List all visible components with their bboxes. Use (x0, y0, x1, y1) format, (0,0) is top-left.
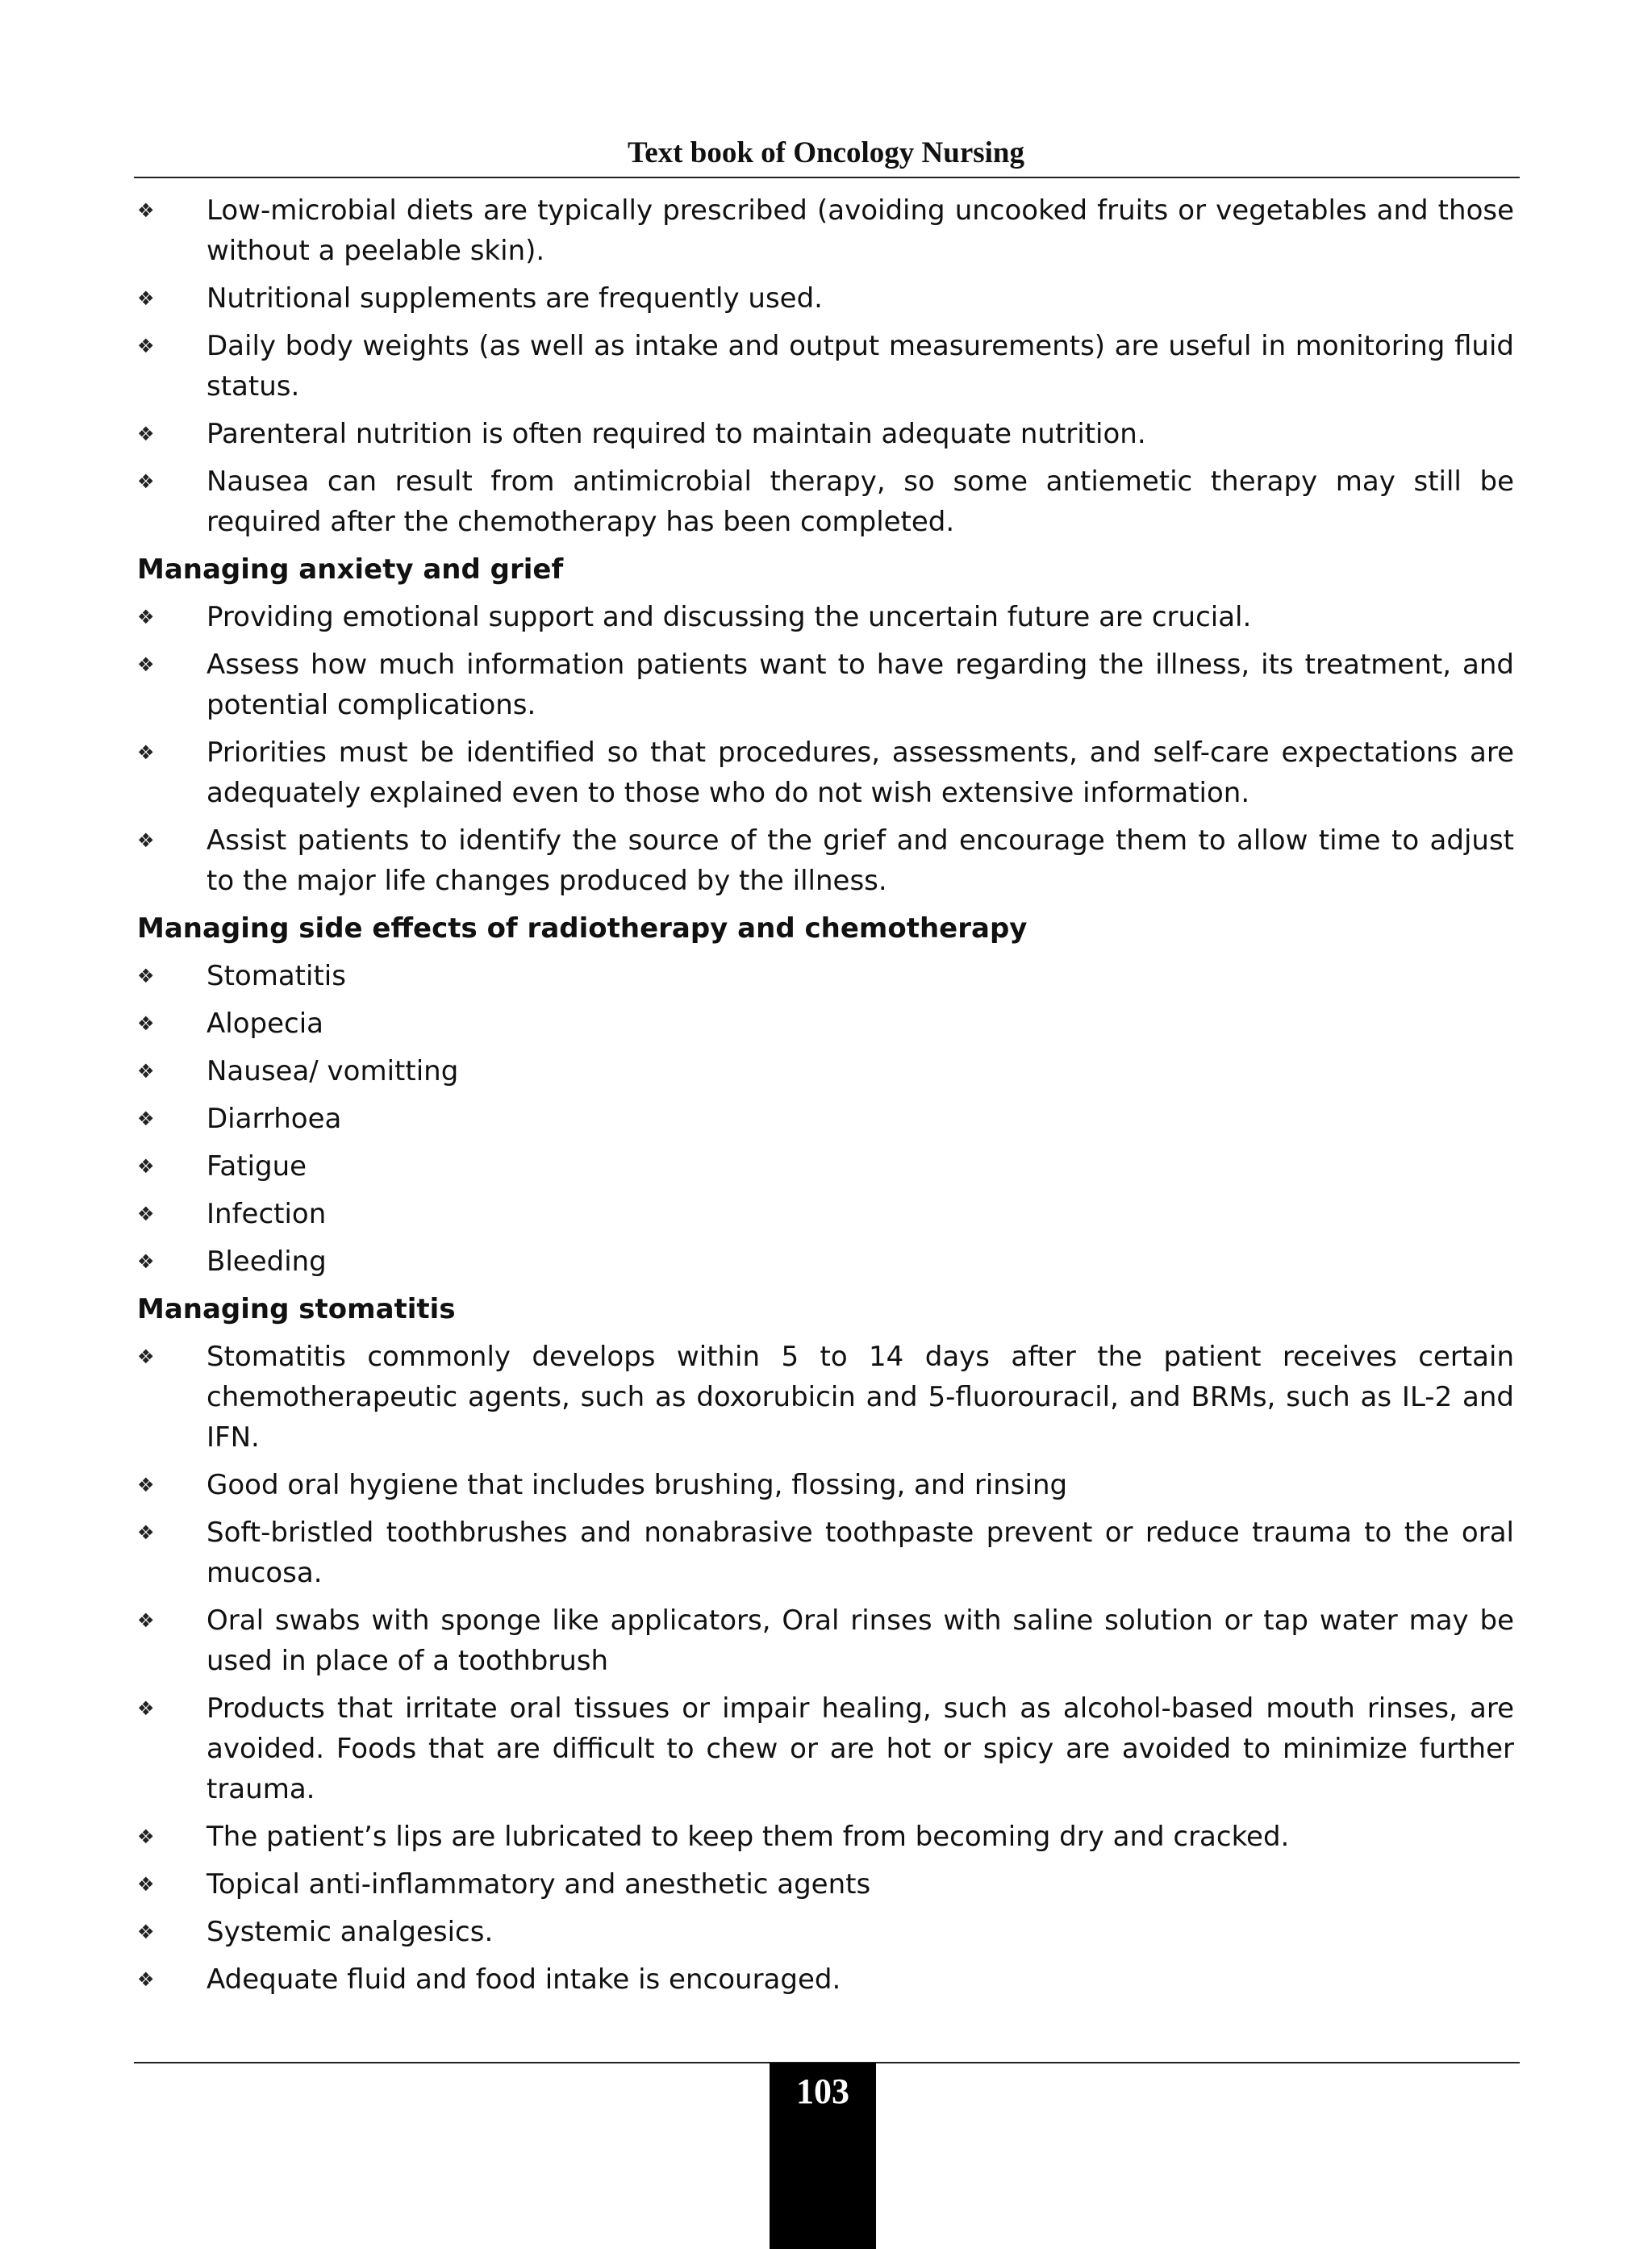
bullet-icon: ❖ (137, 653, 155, 676)
bullet-icon: ❖ (137, 1155, 155, 1178)
list-item-text: Systemic analgesics. (206, 1916, 494, 1948)
section-heading-stomatitis: Managing stomatitis (137, 1293, 456, 1325)
list-item (137, 1146, 1514, 1187)
bullet-icon: ❖ (137, 1873, 155, 1896)
list-item-text: Diarrhoea (206, 1103, 342, 1135)
bullet-icon: ❖ (137, 1012, 155, 1035)
list-item-text: Nausea can result from antimicrobial therapy, so some antiemetic therapy may still be required after the chemotherapy has been completed. (206, 465, 1514, 538)
list-item-text: Oral swabs with sponge like applicators, Oral rinses with saline solution or tap water may be used in place of a toothbrush (206, 1604, 1514, 1677)
page-body (137, 190, 1514, 2007)
list-item (137, 1864, 1514, 1905)
list-item-text: Bleeding (206, 1246, 327, 1278)
bullet-icon: ❖ (137, 606, 155, 628)
bullet-icon: ❖ (137, 335, 155, 357)
bullet-icon: ❖ (137, 1825, 155, 1848)
bullet-icon: ❖ (137, 1060, 155, 1083)
bullet-icon: ❖ (137, 1921, 155, 1943)
bullet-icon: ❖ (137, 829, 155, 852)
page-number-tab (770, 2063, 876, 2249)
list-item-text: Low-microbial diets are typically prescribed (avoiding uncooked fruits or vegetables and those without a peelable skin). (206, 194, 1514, 267)
anxiety-grief-bullet-list (137, 597, 1514, 901)
list-item (137, 326, 1514, 407)
list-item (137, 461, 1514, 542)
list-item (137, 1465, 1514, 1505)
list-item-text: Daily body weights (as well as intake and output measurements) are useful in monitoring fluid status. (206, 330, 1514, 403)
bullet-icon: ❖ (137, 1474, 155, 1496)
list-item-text: Assess how much information patients want to have regarding the illness, its treatment, and potential complications. (206, 649, 1514, 721)
bullet-icon: ❖ (137, 287, 155, 310)
bullet-icon: ❖ (137, 1250, 155, 1273)
list-item-text: Priorities must be identified so that procedures, assessments, and self-care expectations are adequately explained even to those who do not wish extensive information. (206, 736, 1514, 809)
list-item (137, 1513, 1514, 1593)
list-item (137, 820, 1514, 901)
page-number: 103 (796, 2072, 849, 2111)
header-divider (134, 177, 1520, 178)
section-heading-anxiety-grief: Managing anxiety and grief (137, 553, 564, 586)
list-item (137, 1194, 1514, 1234)
bullet-icon: ❖ (137, 965, 155, 987)
intro-bullet-list (137, 190, 1514, 542)
list-item (137, 1003, 1514, 1044)
section-heading-side-effects: Managing side effects of radiotherapy and chemotherapy (137, 912, 1028, 945)
bullet-icon: ❖ (137, 1609, 155, 1632)
list-item-text: Nausea/ vomitting (206, 1055, 459, 1087)
bullet-icon: ❖ (137, 199, 155, 222)
bullet-icon: ❖ (137, 423, 155, 445)
list-item (137, 278, 1514, 319)
page-header-title: Text book of Oncology Nursing (627, 136, 1025, 169)
list-item-text: Stomatitis commonly develops within 5 to 14 days after the patient receives certain chemotherapeutic agents, such as doxorubicin and 5-fluorouracil, and BRMs, such as IL-2 and IFN. (206, 1341, 1514, 1454)
list-item-text: Alopecia (206, 1008, 323, 1040)
bullet-icon: ❖ (137, 1203, 155, 1225)
bullet-icon: ❖ (137, 1521, 155, 1544)
list-item-text: Stomatitis (206, 960, 346, 992)
list-item-text: Parenteral nutrition is often required to maintain adequate nutrition. (206, 418, 1146, 450)
list-item (137, 732, 1514, 813)
bullet-icon: ❖ (137, 1968, 155, 1991)
list-item-text: Topical anti-inflammatory and anesthetic agents (206, 1868, 871, 1901)
bullet-icon: ❖ (137, 741, 155, 764)
bullet-icon: ❖ (137, 1697, 155, 1720)
list-item-text: Products that irritate oral tissues or impair healing, such as alcohol-based mouth rinses, are avoided. Foods that are difficult to chew or are hot or spicy are avoided to minimize further trauma. (206, 1692, 1514, 1805)
list-item-text: Nutritional supplements are frequently used. (206, 282, 823, 315)
list-item-text: Infection (206, 1198, 327, 1230)
list-item (137, 1912, 1514, 1952)
list-item-text: Soft-bristled toothbrushes and nonabrasive toothpaste prevent or reduce trauma to the oral mucosa. (206, 1517, 1514, 1589)
list-item (137, 1337, 1514, 1458)
list-item (137, 1688, 1514, 1809)
list-item (137, 1099, 1514, 1139)
list-item (137, 1959, 1514, 2000)
list-item-text: Adequate fluid and food intake is encouraged. (206, 1963, 841, 1996)
stomatitis-bullet-list (137, 1337, 1514, 2000)
list-item (137, 597, 1514, 637)
list-item-text: The patient’s lips are lubricated to keep them from becoming dry and cracked. (206, 1821, 1290, 1853)
bullet-icon: ❖ (137, 1346, 155, 1368)
list-item-text: Fatigue (206, 1150, 307, 1183)
bullet-icon: ❖ (137, 1108, 155, 1130)
list-item (137, 1600, 1514, 1681)
list-item-text: Assist patients to identify the source of the grief and encourage them to allow time to adjust to the major life changes produced by the illness. (206, 824, 1514, 897)
list-item (137, 1241, 1514, 1282)
list-item (137, 414, 1514, 454)
list-item-text: Good oral hygiene that includes brushing, flossing, and rinsing (206, 1469, 1068, 1501)
list-item (137, 956, 1514, 996)
list-item (137, 1051, 1514, 1091)
list-item (137, 645, 1514, 725)
bullet-icon: ❖ (137, 470, 155, 493)
side-effects-bullet-list (137, 956, 1514, 1282)
list-item (137, 1817, 1514, 1857)
list-item-text: Providing emotional support and discussing the uncertain future are crucial. (206, 601, 1252, 633)
list-item (137, 190, 1514, 271)
